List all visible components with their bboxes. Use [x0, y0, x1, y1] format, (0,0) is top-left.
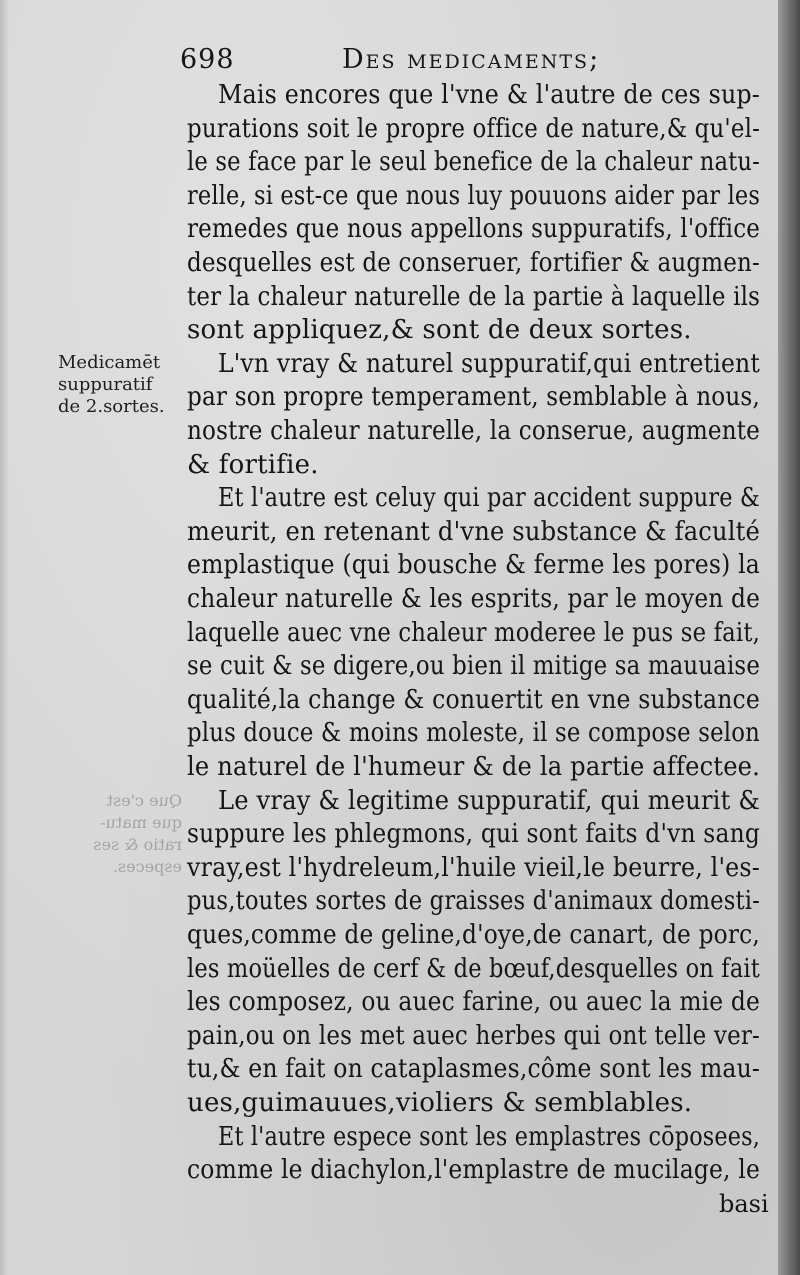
body-line: plus douce & moins moleste, il se compose selon	[187, 718, 760, 749]
margin-note-line: Medicamēt	[58, 352, 161, 373]
body-line: les composez, ou auec farine, ou auec la mie de	[187, 987, 760, 1018]
body-line: tu,& en fait on cataplasmes,côme sont les mau-	[187, 1054, 761, 1085]
body-line: L'vn vray & naturel suppuratif,qui entretient	[218, 348, 760, 379]
body-line: comme le diachylon,l'emplastre de mucilage, le	[187, 1155, 761, 1186]
bleed-through-line: ratio & ses	[93, 835, 182, 854]
body-line: & fortifie.	[187, 449, 319, 480]
body-line: purations soit le propre office de nature,& qu'el-	[187, 113, 760, 144]
body-line: par son propre temperament, semblable à nous,	[187, 382, 761, 413]
body-line: desquelles est de conseruer, fortifier & augmen-	[187, 248, 761, 278]
body-line: laquelle auec vne chaleur moderee le pus se fait,	[187, 617, 761, 648]
body-line: ques,comme de geline,d'oye,de canart, de porc,	[187, 920, 760, 950]
book-gutter	[778, 0, 800, 1275]
margin-note-line: de 2.sortes.	[58, 396, 165, 417]
body-line: suppure les phlegmons, qui sont faits d'vn sang	[187, 819, 760, 850]
body-line: nostre chaleur naturelle, la conserue, augmente	[187, 416, 761, 446]
body-line: meurit, en retenant d'vne substance & faculté	[187, 516, 760, 547]
margin-note-line: suppuratif	[58, 374, 153, 395]
body-line: relle, si est-ce que nous luy pouuons aider par les	[187, 180, 761, 211]
running-title: Des medicaments;	[342, 44, 601, 75]
body-line: les moüelles de cerf & de bœuf,desquelles on fait	[187, 953, 761, 984]
body-line: Le vray & legitime suppuratif, qui meurit &	[218, 785, 761, 816]
body-line: le se face par le seul benefice de la chaleur natu-	[187, 147, 760, 178]
catchword: basi	[719, 1190, 769, 1218]
bleed-through-line: especes.	[112, 857, 182, 876]
body-line: Et l'autre espece sont les emplastres cōposees,	[218, 1121, 761, 1152]
body-line: pus,toutes sortes de graisses d'animaux domesti-	[187, 886, 761, 917]
body-line: Mais encores que l'vne & l'autre de ces sup-	[218, 80, 761, 110]
body-line: ter la chaleur naturelle de la partie à laquelle ils	[187, 281, 761, 312]
body-line: chaleur naturelle & les esprits, par le moyen de	[187, 584, 761, 614]
body-line: ues,guimauues,violiers & semblables.	[187, 1088, 693, 1118]
body-line: qualité,la change & conuertit en vne substance	[187, 684, 761, 715]
body-line: vray,est l'hydreleum,l'huile vieil,le beurre, l'es-	[187, 852, 760, 883]
body-line: remedes que nous appellons suppuratifs, l'office	[187, 214, 761, 245]
page-number: 698	[180, 44, 235, 75]
bleed-through-line: que matu-	[100, 813, 182, 832]
body-line: le naturel de l'humeur & de la partie affectee.	[187, 752, 761, 782]
body-line: emplastique (qui bousche & ferme les pores) la	[187, 550, 760, 581]
body-line: se cuit & se digere,ou bien il mitige sa mauuaise	[187, 651, 761, 682]
bleed-through-line: Que c'est	[106, 791, 182, 810]
body-line: Et l'autre est celuy qui par accident suppure &	[218, 483, 761, 514]
body-line: pain,ou on les met auec herbes qui ont telle ver-	[187, 1020, 760, 1051]
body-line: sont appliquez,& sont de deux sortes.	[187, 315, 692, 346]
